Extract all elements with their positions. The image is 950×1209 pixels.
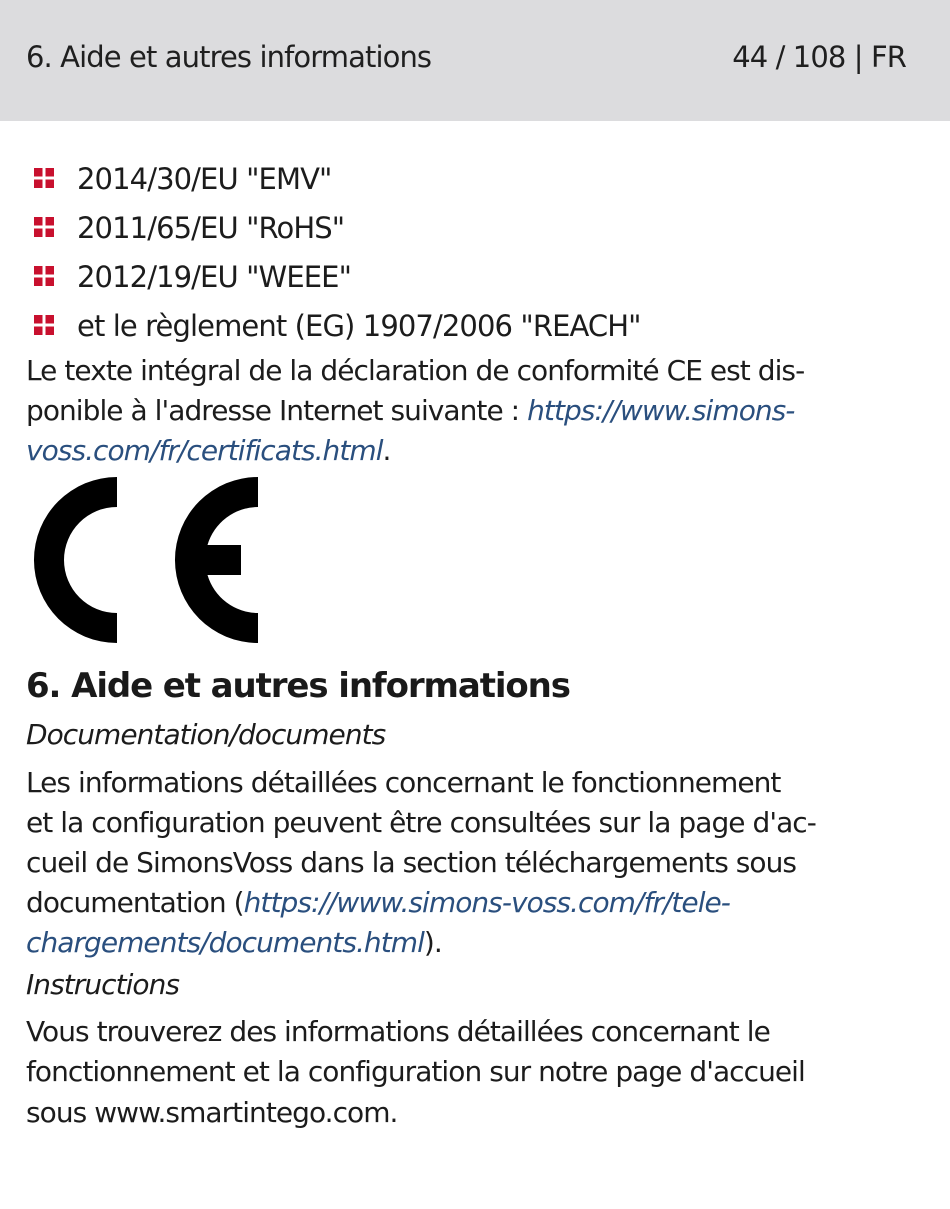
header-page-info: 44 / 108 | FR bbox=[732, 40, 906, 74]
list-item-text: 2014/30/EU "EMV" bbox=[77, 162, 332, 196]
documentation-line-2: et la configuration peuvent être consultées sur la page d'ac- bbox=[26, 806, 816, 839]
documentation-line-5-tail: ). bbox=[423, 926, 442, 959]
list-item-text: 2012/19/EU "WEEE" bbox=[77, 260, 352, 294]
certificates-link[interactable]: https://www.simons- bbox=[527, 394, 795, 427]
documentation-line-1: Les informations détaillées concernant le fonctionnement bbox=[26, 766, 781, 799]
header-section-title: 6. Aide et autres informations bbox=[26, 40, 432, 74]
list-item bbox=[0, 304, 950, 353]
documentation-line-3: cueil de SimonsVoss dans la section téléchargements sous bbox=[26, 846, 797, 879]
list-item bbox=[0, 157, 950, 206]
documentation-line-4-text: documentation ( bbox=[26, 886, 244, 919]
bullet-icon bbox=[34, 266, 54, 286]
instructions-line-1: Vous trouverez des informations détaillées concernant le bbox=[26, 1015, 770, 1048]
list-item-text: 2011/65/EU "RoHS" bbox=[77, 211, 345, 245]
downloads-link[interactable]: https://www.simons-voss.com/fr/tele- bbox=[243, 886, 730, 919]
bullet-icon bbox=[34, 315, 54, 335]
page-header bbox=[0, 0, 950, 121]
instructions-line-3: sous www.smartintego.com. bbox=[26, 1096, 398, 1129]
list-item bbox=[0, 255, 950, 304]
directive-list bbox=[0, 157, 950, 353]
conformity-line-1: Le texte intégral de la déclaration de conformité CE est dis- bbox=[26, 354, 805, 387]
documentation-line-5 bbox=[26, 923, 926, 963]
conformity-line-3-tail: . bbox=[382, 434, 391, 467]
bullet-icon bbox=[34, 168, 54, 188]
list-item bbox=[0, 206, 950, 255]
conformity-line-2-text: ponible à l'adresse Internet suivante : bbox=[26, 394, 528, 427]
instructions-line-2: fonctionnement et la configuration sur notre page d'accueil bbox=[26, 1055, 805, 1088]
conformity-line-3 bbox=[26, 431, 926, 471]
list-item-text: et le règlement (EG) 1907/2006 "REACH" bbox=[77, 309, 641, 343]
documentation-heading: Documentation/documents bbox=[26, 718, 386, 751]
certificates-link-cont[interactable]: voss.com/fr/certificats.html bbox=[26, 434, 383, 467]
downloads-link-cont[interactable]: chargements/documents.html bbox=[26, 926, 424, 959]
bullet-icon bbox=[34, 217, 54, 237]
conformity-line-2 bbox=[26, 391, 926, 431]
documentation-line-4 bbox=[26, 883, 926, 923]
ce-mark-logo bbox=[24, 475, 264, 645]
instructions-heading: Instructions bbox=[26, 968, 180, 1001]
section-title: 6. Aide et autres informations bbox=[26, 666, 570, 706]
